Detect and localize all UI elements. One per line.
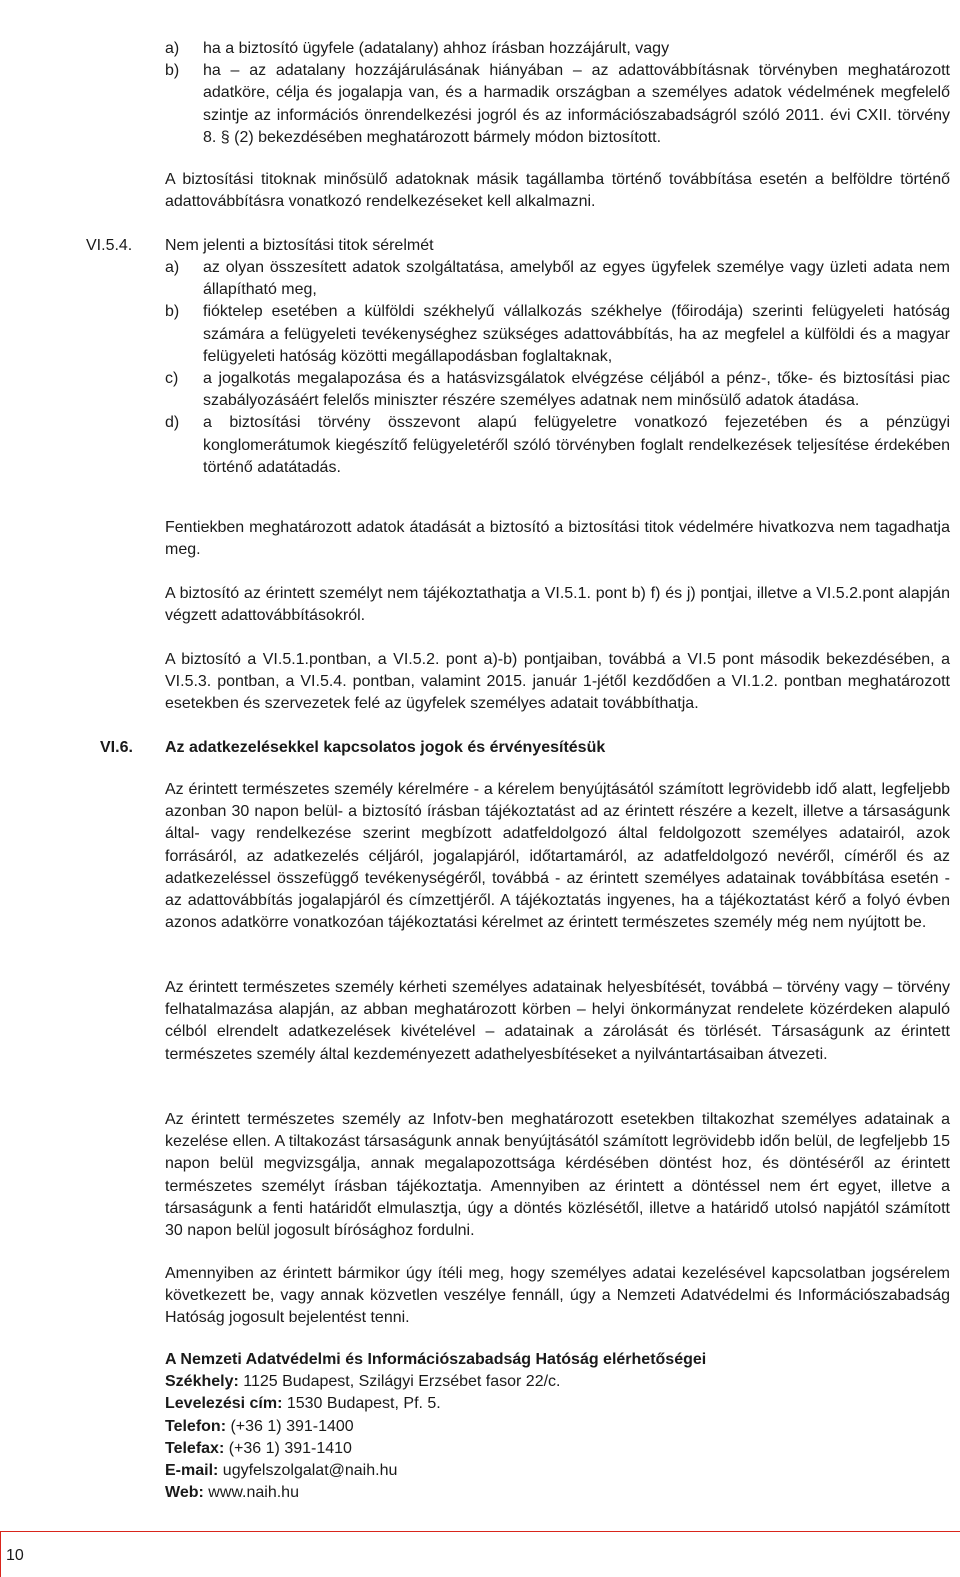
contact-value: (+36 1) 391-1400: [226, 1417, 354, 1435]
top-lettered-list: [165, 38, 950, 149]
contact-title: A Nemzeti Adatvédelmi és Információszabadság Hatóság elérhetőségei: [165, 1351, 707, 1368]
list-item-text: a biztosítási törvény összevont alapú felügyeletre vonatkozó fejezetében és a pénzügyi konglomerátumok kiegészítő felügyeletéről szóló törvényben foglalt rendelkezések teljesítése érdekében történő adatátadás.: [203, 414, 950, 476]
page-number: 10: [6, 1547, 24, 1564]
footer-rule: [0, 1531, 960, 1532]
contact-value-email[interactable]: ugyfelszolgalat@naih.hu: [218, 1462, 398, 1480]
contact-line-email: [165, 1460, 950, 1482]
list-item-text: a jogalkotás megalapozása és a hatásvizsgálatok elvégzése céljából a pénz-, tőke- és biztosítási piac szabályozásáért felelős miniszter részére személyes adatnak nem minősülő adatok átadása.: [203, 370, 950, 410]
paragraph: A biztosító az érintett személyt nem tájékoztathatja a VI.5.1. pont b) f) és j) pontjai, illetve a VI.5.2.pont alapján végzett adattovábbításokról.: [165, 585, 950, 625]
contact-line-postal: [165, 1393, 950, 1415]
list-item: [165, 257, 950, 301]
list-item: [165, 301, 950, 368]
contact-label: E-mail:: [165, 1462, 219, 1480]
section-heading: Az adatkezelésekkel kapcsolatos jogok és érvényesítésük: [165, 739, 606, 756]
contact-line-web: [165, 1482, 950, 1504]
contact-value-web[interactable]: www.naih.hu: [203, 1484, 299, 1502]
contact-label: Telefax:: [165, 1439, 225, 1457]
list-item-text: az olyan összesített adatok szolgáltatása, amelyből az egyes ügyfelek személye vagy üzleti adata nem állapítható meg,: [203, 259, 950, 299]
list-item-text: fióktelep esetében a külföldi székhelyű vállalkozás székhelye (főirodája) szerinti felügyeleti hatóság számára a felügyeleti tevékenységhez szükséges adattovábbítás, ha az megfelel a külföldi és a magyar felügyeleti hatóság közötti megállapodásban foglaltaknak,: [203, 303, 950, 365]
contact-label: Web:: [165, 1484, 204, 1502]
list-letter: a): [165, 259, 180, 276]
list-item: [165, 368, 950, 412]
list-letter: c): [165, 370, 179, 388]
list-letter: b): [165, 303, 180, 321]
contact-label: Telefon:: [165, 1417, 227, 1435]
list-item-text: ha a biztosító ügyfele (adatalany) ahhoz írásban hozzájárult, vagy: [203, 40, 670, 57]
section-number-vi-6: VI.6.: [100, 739, 133, 756]
contact-value: (+36 1) 391-1410: [224, 1439, 352, 1457]
contact-line-phone: [165, 1416, 950, 1438]
footer-corner-rule: [0, 1531, 1, 1577]
section-number-vi-5-4: VI.5.4.: [86, 237, 133, 254]
contact-label: Levelezési cím:: [165, 1395, 283, 1413]
section-intro: Nem jelenti a biztosítási titok sérelmét: [165, 237, 434, 254]
paragraph: Amennyiben az érintett bármikor úgy ítéli meg, hogy személyes adatai kezelésével kapcsolatban jogsérelem következett be, vagy annak közvetlen veszélye fennáll, úgy a Nemzeti Adatvédelmi és Információszabadság Hatóság jogosult bejelentést tenni.: [165, 1265, 950, 1327]
paragraph: Az érintett természetes személy az Infotv-ben meghatározott esetekben tiltakozhat személyes adatainak a kezelése ellen. A tiltakozást társaságunk annak benyújtásától számított legrövidebb időn belül, de legfeljebb 15 napon belül megvizsgálja, annak megalapozottsága kérdésében döntést hoz, és döntéséről az érintett természetes személyt írásban tájékoztatja. Amennyiben az érintett a döntéssel nem ért egyet, illetve a társaságunk a fenti határidőt elmulasztja, úgy a döntés közlésétől, illetve a határidő utolsó napjától számított 30 napon belül jogosult bírósághoz fordulni.: [165, 1111, 950, 1240]
list-letter: d): [165, 414, 180, 432]
contact-value: 1125 Budapest, Szilágyi Erzsébet fasor 22/c.: [238, 1373, 561, 1391]
list-letter: a): [165, 40, 180, 57]
contact-line-address: [165, 1371, 950, 1393]
paragraph: A biztosító a VI.5.1.pontban, a VI.5.2. pont a)-b) pontjaiban, továbbá a VI.5 pont második bekezdésében, a VI.5.3. pontban, a VI.5.4. pontban, valamint 2015. január 1-jétől kezdődően a VI.1.2. pontban meghatározott esetekben és szervezetek felé az ügyfelek személyes adatait továbbíthatja.: [165, 651, 950, 713]
paragraph: Az érintett természetes személy kérheti személyes adatainak helyesbítését, továbbá – törvény vagy – törvény felhatalmazása alapján, az abban meghatározott körben – helyi önkormányzat rendelete közérdeken alapuló célból elrendelt adatkezelések kivételével – adatainak a zárolását és törlését. Társaságunk az érintett természetes személy által kezdeményezett adathelyesbítéseket a nyilvántartásaiban átvezeti.: [165, 979, 950, 1063]
contact-value: 1530 Budapest, Pf. 5.: [282, 1395, 441, 1413]
list-item: [165, 412, 950, 479]
section-lettered-list: [165, 257, 950, 479]
contact-block: [165, 1349, 950, 1504]
paragraph: Az érintett természetes személy kérelmére - a kérelem benyújtásától számított legrövidebb idő alatt, legfeljebb azonban 30 napon belül- a biztosító írásban tájékoztatást ad az érintett részére a kezelt, illetve a társaságunk által- vagy rendelkezése szerint megbízott adatfeldolgozó által feldolgozott személyes adatairól, azok forrásáról, az adatkezelés céljáról, jogalapjáról, időtartamáról, az adatfeldolgozó nevéről, címéről és az adatkezeléssel összefüggő tevékenységéről, továbbá - az érintett személyes adatainak továbbítása esetén - az adattovábbítás jogalapjáról és címzettjéről. A tájékoztatás ingyenes, ha a tájékoztatást kérő a folyó évben azonos adatkörre vonatkozóan tájékoztatási kérelmet az érintett természetes személy még nem nyújtott be.: [165, 781, 950, 932]
paragraph-transfer: A biztosítási titoknak minősülő adatoknak másik tagállamba történő továbbítása esetén a belföldre történő adattovábbításra vonatkozó rendelkezéseket kell alkalmazni.: [165, 171, 950, 211]
list-item: [165, 38, 950, 60]
contact-label: Székhely:: [165, 1373, 239, 1391]
list-item: [165, 60, 950, 149]
list-item-text: ha – az adatalany hozzájárulásának hiányában – az adattovábbításnak törvényben meghatározott adatköre, célja és jogalapja van, és a harmadik országban a személyes adatok védelmének megfelelő szintje az információs önrendelkezési jogról és az információszabadságról szóló 2011. évi CXII. törvény 8. § (2) bekezdésében meghatározott bármely módon biztosított.: [203, 62, 950, 146]
paragraph: Fentiekben meghatározott adatok átadását a biztosító a biztosítási titok védelmére hivatkozva nem tagadhatja meg.: [165, 519, 950, 559]
contact-line-fax: [165, 1438, 950, 1460]
list-letter: b): [165, 62, 180, 80]
